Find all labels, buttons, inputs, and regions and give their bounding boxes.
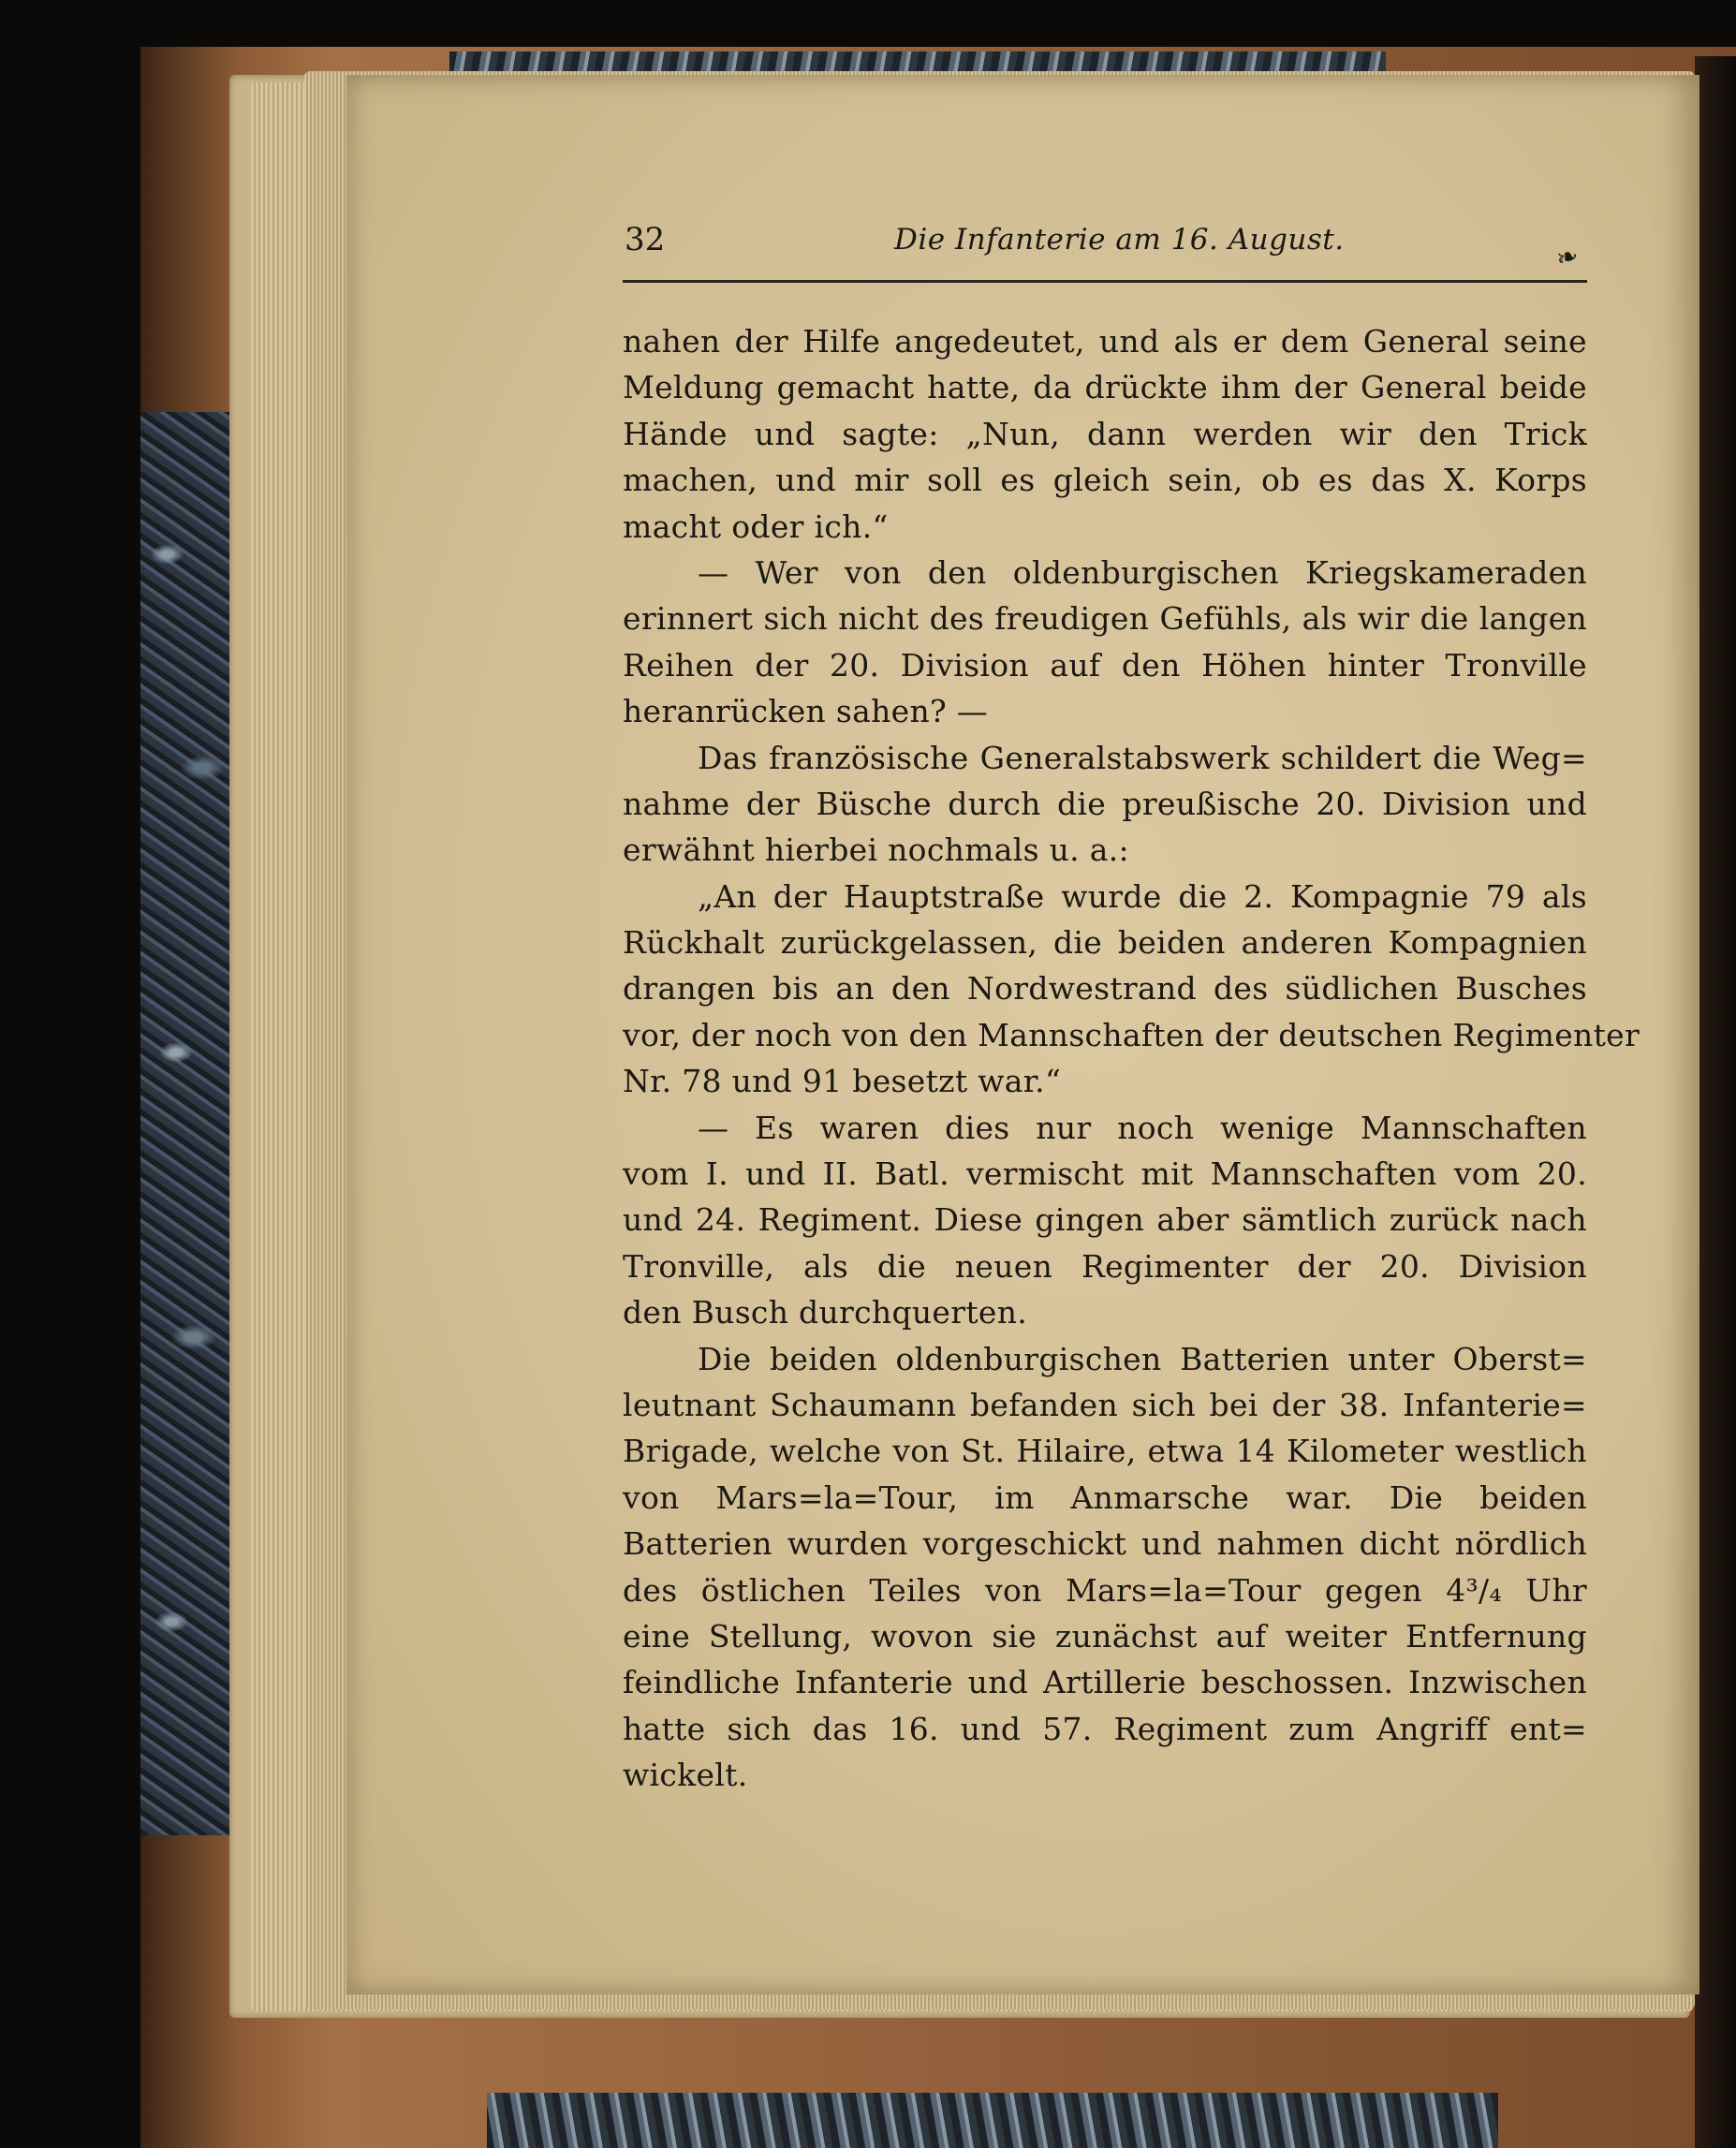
text-line: Tronville, als die neuen Regimenter der 20. Division [623, 1247, 1587, 1285]
text-line: machen, und mir soll es gleich sein, ob es das X. Korps [623, 462, 1587, 499]
text-line: heranrücken sahen? — [623, 693, 989, 730]
text-line: vom I. und II. Batl. vermischt mit Mannschaften vom 20. [623, 1155, 1587, 1193]
page-header [623, 217, 1587, 273]
marbled-binding-bottom [487, 2093, 1498, 2148]
text-line: Reihen der 20. Division auf den Höhen hinter Tronville [623, 646, 1587, 684]
text-line: den Busch durchquerten. [623, 1294, 1028, 1331]
text-line: macht oder ich.“ [623, 508, 889, 545]
text-line: Batterien wurden vorgeschickt und nahmen dicht nördlich [623, 1525, 1587, 1563]
text-line: erinnert sich nicht des freudigen Gefühls, als wir die langen [623, 600, 1587, 638]
text-line: Das französische Generalstabswerk schildert die Weg= [698, 739, 1587, 776]
text-line: des östlichen Teiles von Mars=la=Tour gegen 4³/₄ Uhr [623, 1571, 1587, 1609]
text-line: — Wer von den oldenburgischen Kriegskameraden [698, 553, 1587, 591]
marbled-binding-left [140, 412, 229, 1835]
text-line: leutnant Schaumann befanden sich bei der 38. Infanterie= [623, 1386, 1587, 1423]
body-text [623, 318, 1640, 1799]
book-spine-edge [1695, 56, 1736, 2148]
page-number: 32 [625, 221, 666, 258]
text-line: „An der Hauptstraße wurde die 2. Kompagnie 79 als [698, 877, 1587, 915]
ornament-icon: ❧ [1552, 239, 1582, 275]
text-line: Brigade, welche von St. Hilaire, etwa 14 Kilometer westlich [623, 1433, 1587, 1470]
text-line: Rückhalt zurückgelassen, die beiden anderen Kompagnien [623, 924, 1587, 962]
text-line: Nr. 78 und 91 besetzt war.“ [623, 1063, 1062, 1100]
text-line: Hände und sagte: „Nun, dann werden wir den Trick [623, 415, 1587, 452]
text-line: hatte sich das 16. und 57. Regiment zum Angriff ent= [623, 1710, 1587, 1747]
text-line: — Es waren dies nur noch wenige Mannschaften [698, 1109, 1587, 1146]
header-rule [623, 280, 1587, 283]
text-line: nahme der Büsche durch die preußische 20. Division und [623, 785, 1587, 822]
text-line: Meldung gemacht hatte, da drückte ihm der General beide [623, 369, 1587, 406]
text-line: erwähnt hierbei nochmals u. a.: [623, 831, 1129, 869]
running-head: Die Infanterie am 16. August. [894, 223, 1345, 257]
text-line: nahen der Hilfe angedeutet, und als er dem General seine [623, 323, 1587, 360]
text-line: feindliche Infanterie und Artillerie beschossen. Inzwischen [623, 1664, 1587, 1701]
text-line: und 24. Regiment. Diese gingen aber sämtlich zurück nach [623, 1201, 1587, 1239]
text-line: drangen bis an den Nordwestrand des südlichen Busches [623, 970, 1587, 1008]
text-line: vor, der noch von den Mannschaften der deutschen Regimenter [623, 1016, 1640, 1053]
text-line: Die beiden oldenburgischen Batterien unter Oberst= [698, 1340, 1587, 1377]
text-line: eine Stellung, wovon sie zunächst auf weiter Entfernung [623, 1617, 1587, 1655]
text-line: von Mars=la=Tour, im Anmarsche war. Die beiden [623, 1479, 1587, 1516]
text-line: wickelt. [623, 1757, 748, 1794]
